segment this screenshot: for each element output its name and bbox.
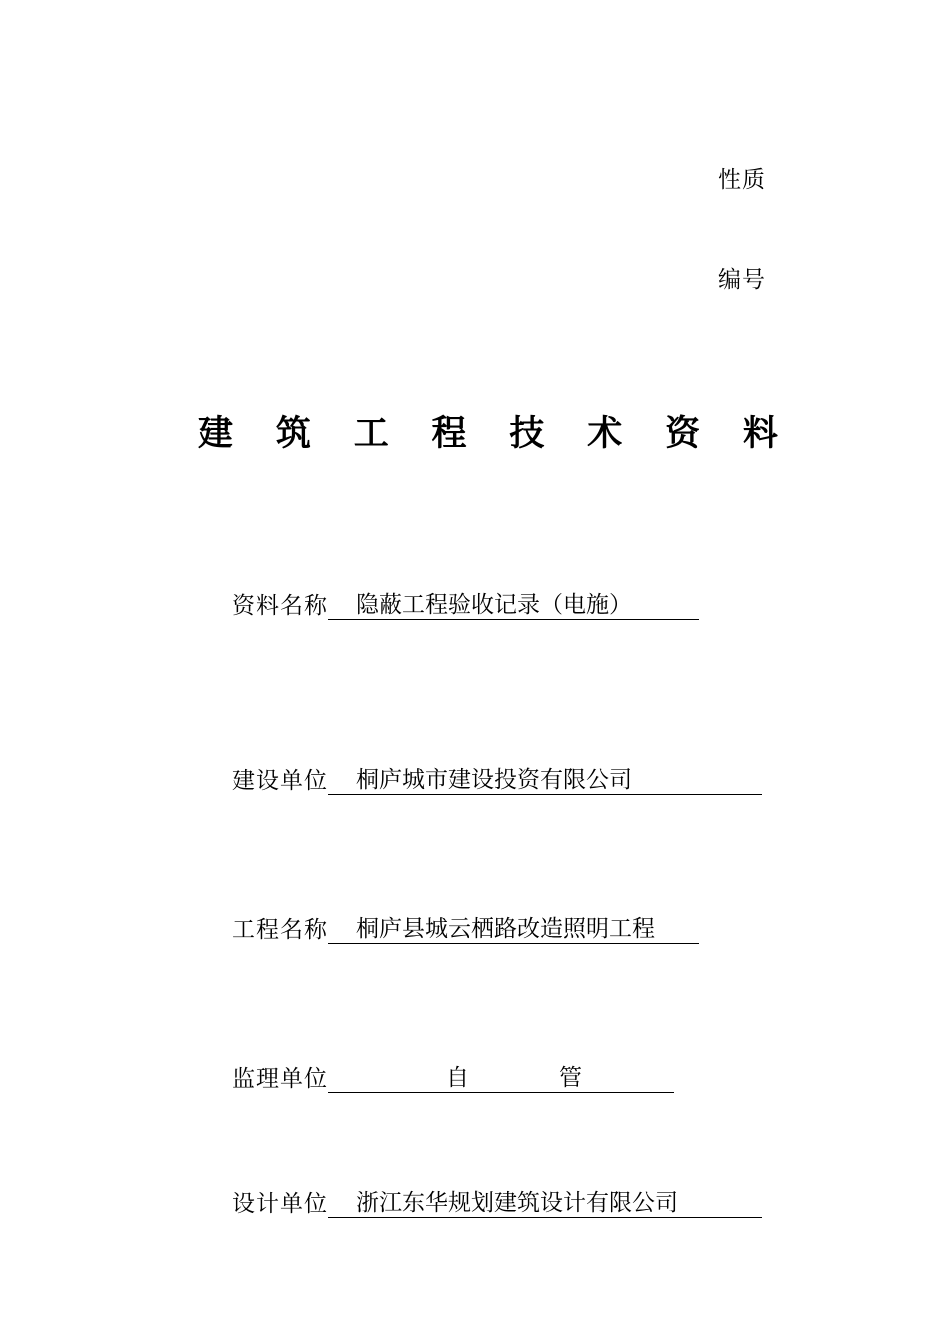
number-label: 编号 — [718, 267, 766, 293]
project-label: 工程名称 — [232, 917, 328, 943]
doc-name-value: 隐蔽工程验收记录（电施） — [328, 591, 699, 620]
title-char: 工 — [353, 414, 389, 454]
client-value: 桐庐城市建设投资有限公司 — [328, 766, 762, 795]
supervisor-value — [328, 1064, 674, 1093]
client-label: 建设单位 — [232, 768, 328, 794]
supervisor-value-char: 自 — [446, 1065, 469, 1091]
designer-label: 设计单位 — [232, 1191, 328, 1217]
supervisor-value-text — [446, 1064, 582, 1092]
supervisor-row — [232, 1061, 674, 1093]
title-char: 资 — [665, 414, 701, 454]
project-value: 桐庐县城云栖路改造照明工程 — [328, 915, 699, 944]
designer-row — [232, 1186, 762, 1218]
client-row — [232, 763, 762, 795]
doc-name-label: 资料名称 — [232, 593, 328, 619]
supervisor-label: 监理单位 — [232, 1066, 328, 1092]
supervisor-value-char: 管 — [559, 1065, 582, 1091]
nature-label: 性质 — [718, 167, 766, 193]
designer-value: 浙江东华规划建筑设计有限公司 — [328, 1189, 762, 1218]
title-char: 程 — [431, 414, 467, 454]
doc-name-row — [232, 588, 699, 620]
title-char: 技 — [509, 414, 545, 454]
title-char: 筑 — [275, 414, 311, 454]
document-title — [198, 412, 778, 456]
title-char: 建 — [198, 414, 234, 454]
title-char: 术 — [587, 414, 623, 454]
title-char: 料 — [742, 414, 778, 454]
project-row — [232, 912, 699, 944]
